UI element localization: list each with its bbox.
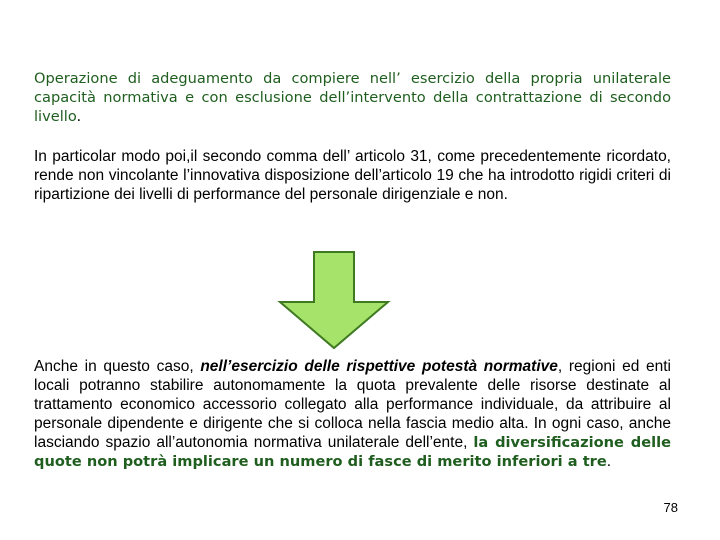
intro-text: Operazione di adeguamento da compiere nell’ esercizio della propria unilaterale capacità normativa e con esclusione dell’intervento della contrattazione di secondo livello (34, 70, 671, 125)
third-paragraph (34, 357, 671, 471)
third-middle: , regioni ed enti locali potranno stabilire autonomamente la quota prevalente delle risorse destinate al trattamento economico accessorio collegato alla performance individuale, da attribuire al personale dipendente e dirigente che si colloca nella fascia medio alta. In ogni caso, anche lasciando spazio all’autonomia normativa unilaterale dell’ente, (34, 358, 671, 451)
third-emphasis: nell’esercizio delle rispettive potestà normative (200, 358, 558, 375)
page-number: 78 (663, 500, 678, 515)
third-intro: Anche in questo caso, (34, 358, 201, 375)
second-paragraph: In particolar modo poi,il secondo comma dell’ articolo 31, come precedentemente ricordato, rende non vincolante l’innovativa disposizione dell’articolo 19 che ha introdotto rigidi criteri di ripartizione dei livelli di performance del personale dirigenziale e non. (34, 148, 671, 203)
intro-paragraph (34, 69, 671, 126)
third-bold-end: la diversificazione delle quote non potrà implicare un numero di fasce di merito inferiori a tre (34, 434, 671, 470)
intro-end: . (76, 108, 82, 125)
third-end: . (606, 453, 612, 470)
down-arrow-icon (276, 250, 392, 350)
